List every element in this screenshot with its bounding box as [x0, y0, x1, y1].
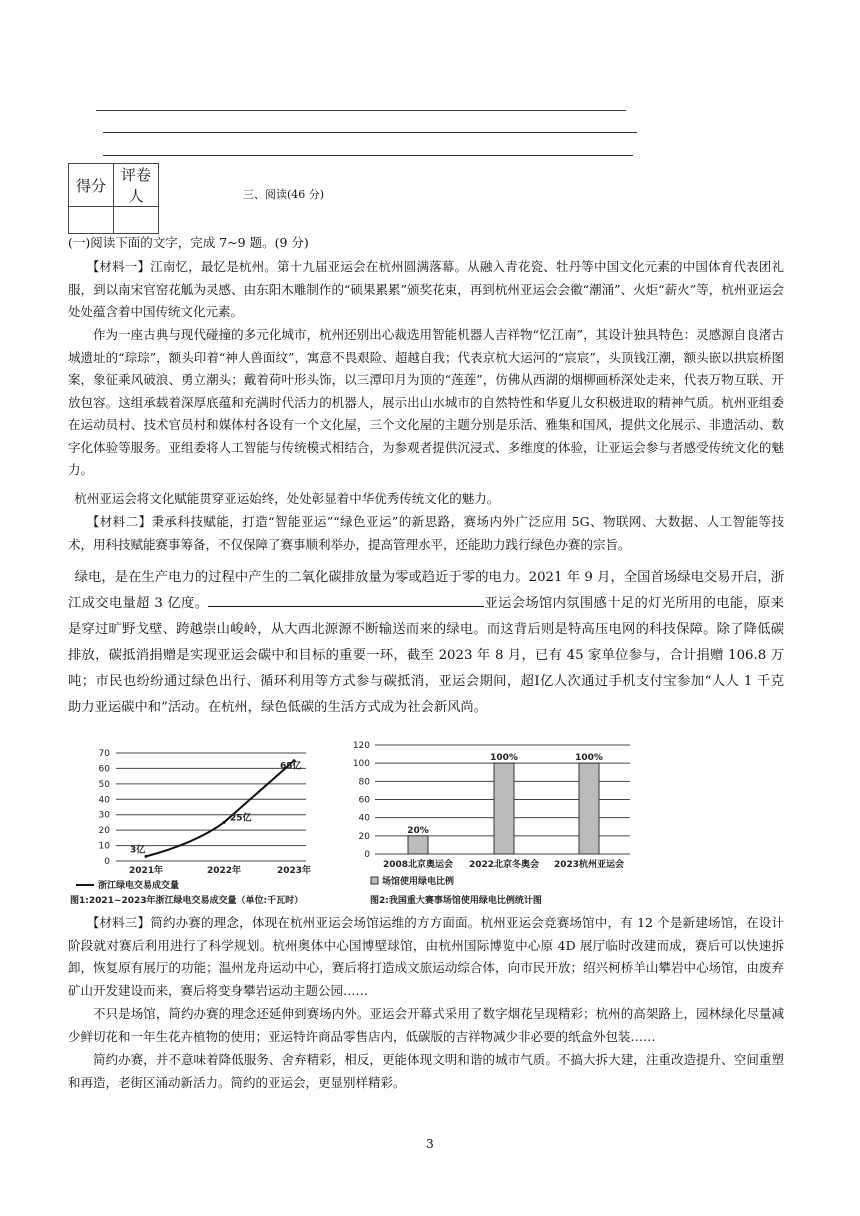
score-header: 得分 [69, 164, 114, 207]
material-3-para-2: 不只是场馆，简约办赛的理念还延伸到赛场内外。亚运会开幕式采用了数字烟花呈现精彩；杭州的高架路上，园林绿化尽量减少鲜切花和一年生花卉植物的使用；亚运特许商品零售店内，低碳版的吉祥物减少非必要的纸盒外包装…… [68, 1006, 784, 1044]
bar [408, 836, 428, 854]
y-tick-label: 30 [98, 810, 110, 821]
series-line-zhejiang-green-power [146, 761, 294, 857]
legend-label: 场馆使用绿电比例 [382, 877, 455, 887]
fill-in-blank[interactable] [208, 594, 484, 607]
y-tick-label: 40 [98, 795, 110, 806]
material-1-para-2: 作为一座古典与现代碰撞的多元化城市，杭州还别出心裁选用智能机器人吉祥物“忆江南”，其设计独具特色：灵感源自良渚古城遗址的“琮琮”，额头印着“神人兽面纹”，寓意不畏艰险、超越自我；代表京杭大运河的“宸宸”，头顶钱江潮，额头嵌以拱宸桥图案，象征乘风破浪、勇立潮头；戴着荷叶形头饰，以三潭印月为顶的“莲莲”，仿佛从西湖的烟柳画桥深处走来，代表万物互联、开放包容。这组承载着深厚底蕴和充满时代活力的机器人，展示出山水城市的自然特性和华夏儿女积极进取的精神气质。杭州亚组委在运动员村、技术官员村和媒体村各设有一个文化屋，三个文化屋的主题分别是乐活、雅集和国风，提供文化展示、非遗活动、数字化体验等服务。亚组委将人工智能与传统模式相结合，为参观者提供沉浸式、多维度的体验，让亚运会参与者感受传统文化的魅力。 [68, 327, 784, 477]
bar [494, 763, 514, 854]
data-label: 100% [575, 753, 603, 764]
material-3-para-1: 【材料三】简约办赛的理念，体现在杭州亚运会场馆运维的方方面面。杭州亚运会竞赛场馆中，有 12 个是新建场馆，在设计阶段就对赛后利用进行了科学规划。杭州奥体中心国博壁球馆，由杭州国际博览中心原 4D 展厅临时改建而成，赛后可以快速拆卸，恢复原有展厅的功能；温州龙舟运动中心，赛后将打造成文旅运动综合体，向市民开放；绍兴柯桥羊山攀岩中心场馆，由废弃矿山开发建设而来，赛后将变身攀岩运动主题公园…… [68, 915, 784, 998]
chart-title: 图2:我国重大赛事场馆使用绿电比例统计图 [370, 896, 542, 906]
x-tick-label: 2022年 [206, 866, 242, 876]
y-tick-label: 60 [358, 795, 370, 806]
y-tick-label: 20 [358, 831, 370, 842]
y-tick-label: 120 [352, 741, 370, 751]
page-number: 3 [426, 1137, 434, 1151]
y-tick-label: 80 [358, 777, 370, 788]
y-tick-label: 20 [98, 826, 110, 837]
legend-swatch [371, 877, 378, 884]
bar [579, 763, 599, 854]
material-1-para-3: 杭州亚运会将文化赋能贯穿亚运始终，处处彰显着中华优秀传统文化的魅力。 [74, 491, 500, 506]
chart-title: 图1:2021~2023年浙江绿电交易成交量（单位:千瓦时） [70, 896, 304, 906]
material-2-para-1: 【材料二】秉承科技赋能，打造“智能亚运”“绿色亚运”的新思路，赛场内外广泛应用 5G、物联网、大数据、人工智能等技术，用科技赋能赛事筹备，不仅保障了赛事顺利举办，提高管理水平，还能助力践行绿色办赛的宗旨。 [68, 514, 784, 552]
data-label: 65亿 [280, 761, 302, 772]
legend-label: 浙江绿电交易成交量 [98, 881, 180, 891]
section-title: 三、阅读(46 分) [243, 188, 325, 201]
x-tick-label: 2023年 [276, 866, 312, 876]
para-text-after-blank: 亚运会场馆内氛围感十足的灯光所用的电能，原来是穿过旷野戈壁、跨越崇山峻岭，从大西北源源不断输送而来的绿电。而这背后则是特高压电网的科技保障。除了降低碳排放，碳抵消捐赠是实现亚运会碳中和目标的重要一环，截至 2023 年 8 月，已有 45 家单位参与，合计捐赠 106.8 万吨；市民也纷纷通过绿色出行、循环利用等方式参与碳抵消，亚运会期间，超Ⅰ亿人次通过手机支付宝参加“人人 1 千克 助力亚运碳中和”活动。在杭州，绿色低碳的生活方式成为社会新风尚。 [68, 596, 798, 715]
y-tick-label: 10 [98, 841, 110, 852]
answer-line-3 [103, 155, 633, 156]
material-2-para-2 [68, 565, 798, 721]
y-tick-label: 50 [98, 779, 110, 790]
y-tick-label: 40 [358, 813, 370, 824]
answer-line-2 [103, 132, 637, 133]
score-cell[interactable] [69, 207, 114, 234]
y-tick-label: 100 [352, 759, 370, 770]
x-tick-label: 2022北京冬奥会 [468, 860, 540, 870]
answer-line-1 [96, 110, 626, 111]
material-3-para-3: 简约办赛，并不意味着降低服务、舍弃精彩，相反，更能体现文明和谐的城市气质。不搞大拆大建，注重改造提升、空间重塑和再造，老街区涌动新活力。简约的亚运会，更显别样精彩。 [68, 1052, 784, 1090]
data-label: 25亿 [230, 813, 252, 824]
score-table [68, 163, 159, 234]
x-tick-label: 2021年 [128, 866, 164, 876]
data-label: 100% [490, 753, 518, 764]
line-chart-green-power [68, 743, 318, 908]
grader-header: 评卷人 [114, 164, 159, 207]
y-tick-label: 0 [364, 850, 370, 860]
x-tick-label: 2008北京奥运会 [382, 860, 454, 870]
question-intro: (一)阅读下面的文字，完成 7~9 题。(9 分) [68, 235, 309, 250]
material-1-para-1: 【材料一】江南忆，最忆是杭州。第十九届亚运会在杭州圆满落幕。从融入青花瓷、牡丹等中国文化元素的中国体育代表团礼服，到以南宋官窑花觚为灵感、由东阳木雕制作的“硕果累累”颁奖花束，再到杭州亚运会会徽“潮涌”、火炬“薪火”等，杭州亚运会处处蕴含着中国传统文化元素。 [68, 259, 784, 319]
para-text-before-blank: 绿电，是在生产电力的过程中产生的二氧化碳排放量为零或趋近于零的电力。2021 年 9 月，全国首场绿电交易开启，浙江成交电量超 3 亿度。 [68, 570, 784, 611]
y-tick-label: 0 [104, 857, 110, 867]
grader-cell[interactable] [114, 207, 159, 234]
y-tick-label: 60 [98, 764, 110, 775]
x-tick-label: 2023杭州亚运会 [553, 860, 625, 870]
bar-chart-green-power-ratio [345, 737, 635, 908]
data-point [223, 821, 226, 824]
data-label: 20% [407, 825, 429, 836]
data-label: 3亿 [130, 845, 146, 856]
y-tick-label: 70 [98, 749, 110, 759]
